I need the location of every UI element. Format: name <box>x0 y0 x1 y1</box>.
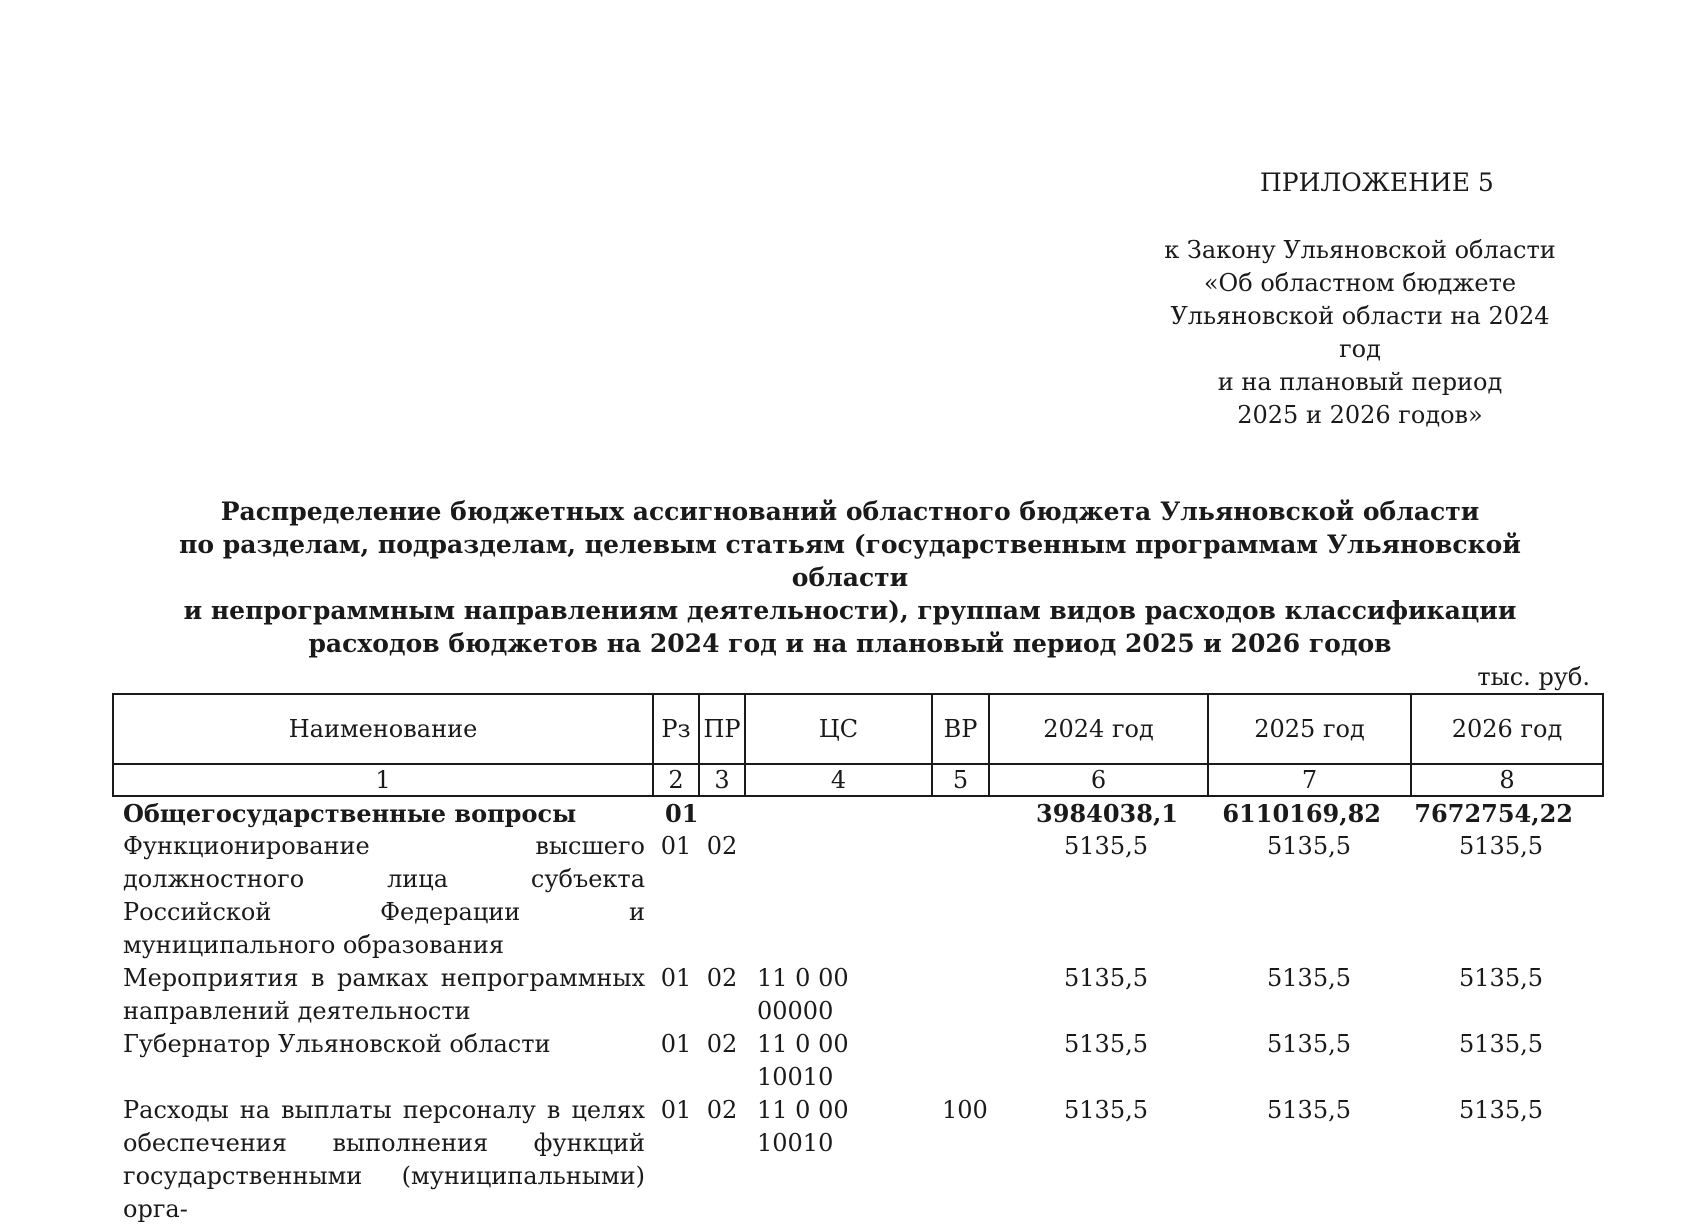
row-rz: 01 <box>660 1030 692 1058</box>
table-header-row <box>113 694 1603 764</box>
title-line: Распределение бюджетных ассигнований областного бюджета Ульяновской области <box>220 497 1480 526</box>
row-pr: 02 <box>706 832 738 860</box>
row-amount-2026: 7672754,22 <box>1414 799 1573 828</box>
table-row <box>113 830 1603 962</box>
row-vr <box>932 962 989 1028</box>
row-name: Функционирование высшего должностного лица субъекта Российской Федерации и муниципального образования <box>123 832 645 959</box>
table-row <box>113 796 1603 830</box>
document-title <box>140 495 1560 660</box>
col-header-rz: Рз <box>653 694 699 764</box>
budget-table <box>112 693 1604 1226</box>
row-amount-2025: 5135,5 <box>1267 964 1351 992</box>
col-header-name: Наименование <box>113 694 653 764</box>
appendix-label: ПРИЛОЖЕНИЕ 5 <box>1260 168 1494 197</box>
col-header-pr: ПР <box>699 694 745 764</box>
table-row <box>113 1094 1603 1226</box>
law-ref-line: к Закону Ульяновской области <box>1164 236 1556 264</box>
row-rz: 01 <box>665 799 699 828</box>
col-number: 4 <box>745 764 932 796</box>
row-cs: 11 0 00 00000 <box>757 964 849 1025</box>
row-pr: 02 <box>706 1030 738 1058</box>
row-amount-2026: 5135,5 <box>1459 832 1543 860</box>
col-number: 5 <box>932 764 989 796</box>
row-pr: 02 <box>706 1096 738 1124</box>
table-row <box>113 1028 1603 1094</box>
row-rz: 01 <box>660 1096 692 1124</box>
row-amount-2024: 5135,5 <box>1064 964 1148 992</box>
title-line: расходов бюджетов на 2024 год и на плановый период 2025 и 2026 годов <box>308 629 1392 658</box>
col-header-cs: ЦС <box>745 694 932 764</box>
row-amount-2024: 5135,5 <box>1064 1096 1148 1124</box>
col-number: 3 <box>699 764 745 796</box>
row-name: Общегосударственные вопросы <box>123 799 577 828</box>
row-pr <box>699 796 745 830</box>
law-ref-line: «Об областном бюджете <box>1203 269 1517 297</box>
row-amount-2024: 5135,5 <box>1064 832 1148 860</box>
col-header-vr: ВР <box>932 694 989 764</box>
row-rz: 01 <box>660 964 692 992</box>
row-pr: 02 <box>706 964 738 992</box>
law-ref-line: Ульяновской области на 2024 год <box>1170 302 1550 363</box>
row-amount-2025: 6110169,82 <box>1222 799 1381 828</box>
col-number: 8 <box>1411 764 1603 796</box>
row-cs <box>745 830 932 962</box>
title-line: по разделам, подразделам, целевым статьям (государственным программам Ульяновской области <box>179 530 1521 592</box>
row-name: Расходы на выплаты персоналу в целях обеспечения выполнения функций государственными (муниципальными) орга- <box>123 1096 645 1223</box>
row-vr <box>932 1028 989 1094</box>
col-header-2025: 2025 год <box>1208 694 1411 764</box>
table-row <box>113 962 1603 1028</box>
col-number: 7 <box>1208 764 1411 796</box>
law-reference <box>1150 234 1570 432</box>
col-number: 6 <box>989 764 1208 796</box>
row-cs <box>745 796 932 830</box>
row-amount-2024: 5135,5 <box>1064 1030 1148 1058</box>
title-line: и непрограммным направлениям деятельности), группам видов расходов классификации <box>183 596 1517 625</box>
units-label: тыс. руб. <box>1477 663 1590 691</box>
row-name: Мероприятия в рамках непрограммных направлений деятельности <box>123 964 645 1025</box>
row-rz: 01 <box>660 832 692 860</box>
law-ref-line: и на плановый период <box>1217 368 1503 396</box>
row-vr <box>932 796 989 830</box>
row-cs: 11 0 00 10010 <box>757 1096 849 1157</box>
row-amount-2026: 5135,5 <box>1459 1096 1543 1124</box>
column-number-row <box>113 764 1603 796</box>
row-amount-2025: 5135,5 <box>1267 832 1351 860</box>
row-vr: 100 <box>942 1096 988 1124</box>
row-amount-2026: 5135,5 <box>1459 1030 1543 1058</box>
col-header-2024: 2024 год <box>989 694 1208 764</box>
row-amount-2025: 5135,5 <box>1267 1096 1351 1124</box>
row-cs: 11 0 00 10010 <box>757 1030 849 1091</box>
row-amount-2026: 5135,5 <box>1459 964 1543 992</box>
col-number: 1 <box>113 764 653 796</box>
law-ref-line: 2025 и 2026 годов» <box>1237 401 1483 429</box>
row-name: Губернатор Ульяновской области <box>123 1030 551 1058</box>
row-amount-2025: 5135,5 <box>1267 1030 1351 1058</box>
row-amount-2024: 3984038,1 <box>1036 799 1178 828</box>
col-header-2026: 2026 год <box>1411 694 1603 764</box>
col-number: 2 <box>653 764 699 796</box>
row-vr <box>932 830 989 962</box>
